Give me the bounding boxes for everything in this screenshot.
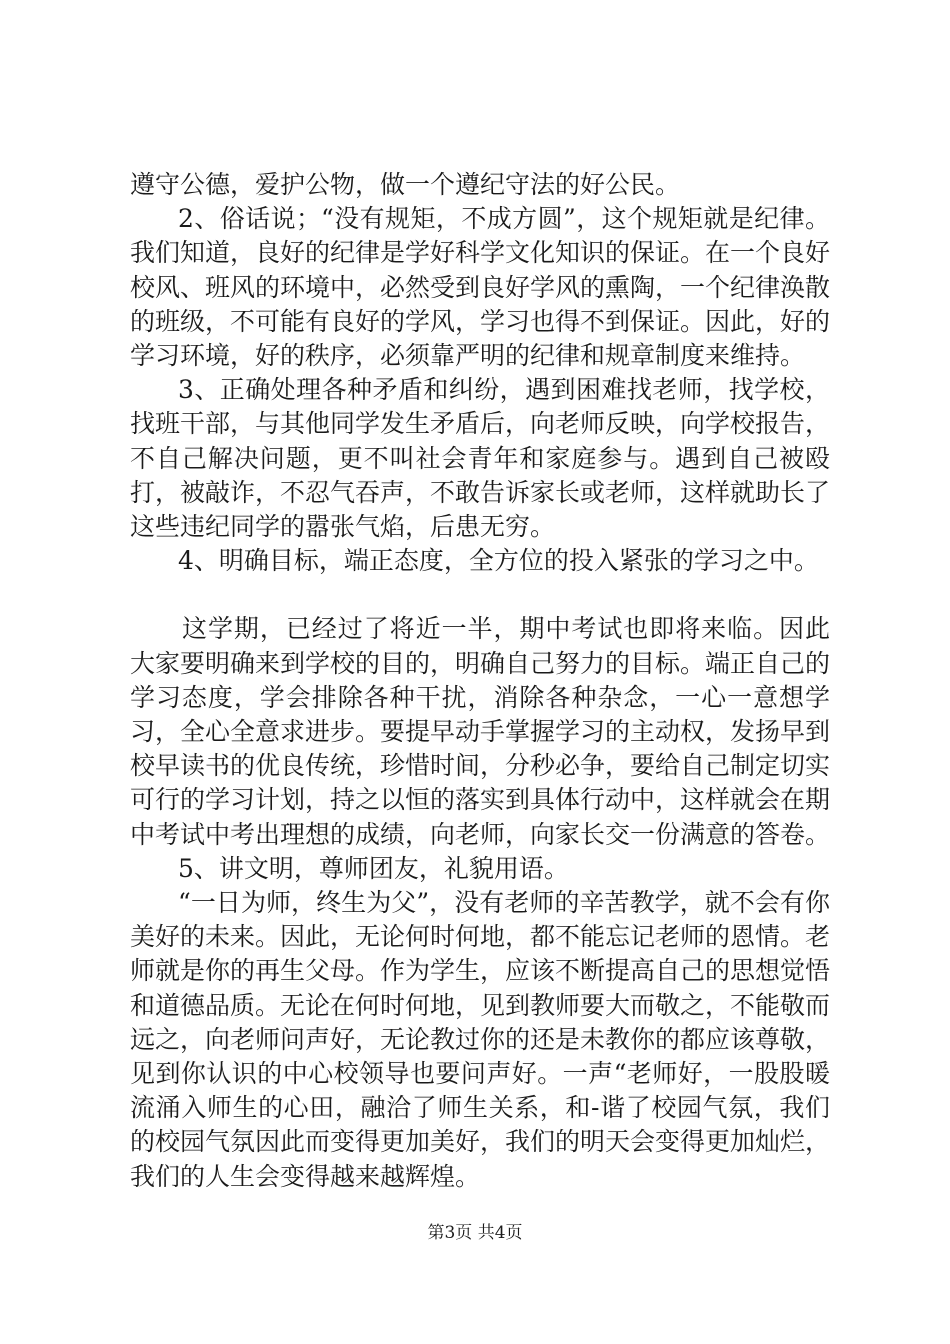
paragraph-item-2: 2、俗话说；“没有规矩，不成方圆”，这个规矩就是纪律。我们知道，良好的纪律是学好科学文化知识的保证。在一个良好校风、班风的环境中，必然受到良好学风的熏陶，一个纪律涣散的班级，不可能有良好的学风，学习也得不到保证。因此，好的学习环境，好的秩序，必须靠严明的纪律和规章制度来维持。 xyxy=(130,204,831,371)
paragraph-semester: 这学期，已经过了将近一半，期中考试也即将来临。因此大家要明确来到学校的目的，明确自己努力的目标。端正自己的学习态度，学会排除各种干扰，消除各种杂念，一心一意想学习，全心全意求进步。要提早动手掌握学习的主动权，发扬早到校早读书的优良传统，珍惜时间，分秒必争，要给自己制定切实可行的学习计划，持之以恒的落实到具体行动中，这样就会在期中考试中考出理想的成绩，向老师，向家长交一份满意的答卷。 xyxy=(130,614,831,849)
paragraph-continuation: 遵守公德，爱护公物，做一个遵纪守法的好公民。 xyxy=(130,170,681,199)
paragraph-teacher-respect: “一日为师，终生为父”，没有老师的辛苦教学，就不会有你美好的未来。因此，无论何时何地，都不能忘记老师的恩情。老师就是你的再生父母。作为学生，应该不断提高自己的思想觉悟和道德品质。无论在何时何地，见到教师要大而敬之，不能敬而远之，向老师问声好，无论教过你的还是未教你的都应该尊敬，见到你认识的中心校领导也要问声好。一声“老师好，一股股暖流涌入师生的心田，融洽了师生关系，和-谐了校园气氛，我们的校园气氛因此而变得更加美好，我们的明天会变得更加灿烂，我们的人生会变得越来越辉煌。 xyxy=(130,888,831,1191)
paragraph-item-5: 5、讲文明，尊师团友，礼貌用语。 xyxy=(178,853,569,883)
page-number-footer: 第3页 共4页 xyxy=(427,1223,523,1243)
paragraph-item-4: 4、明确目标，端正态度，全方位的投入紧张的学习之中。 xyxy=(178,546,819,576)
document-body xyxy=(130,168,830,1194)
paragraph-item-3: 3、正确处理各种矛盾和纠纷，遇到困难找老师，找学校，找班干部，与其他同学发生矛盾后，向老师反映，向学校报告，不自己解决问题，更不叫社会青年和家庭参与。遇到自己被殴打，被敲诈，不忍气吞声，不敢告诉家长或老师，这样就助长了这些违纪同学的嚣张气焰，后患无穷。 xyxy=(130,375,831,542)
